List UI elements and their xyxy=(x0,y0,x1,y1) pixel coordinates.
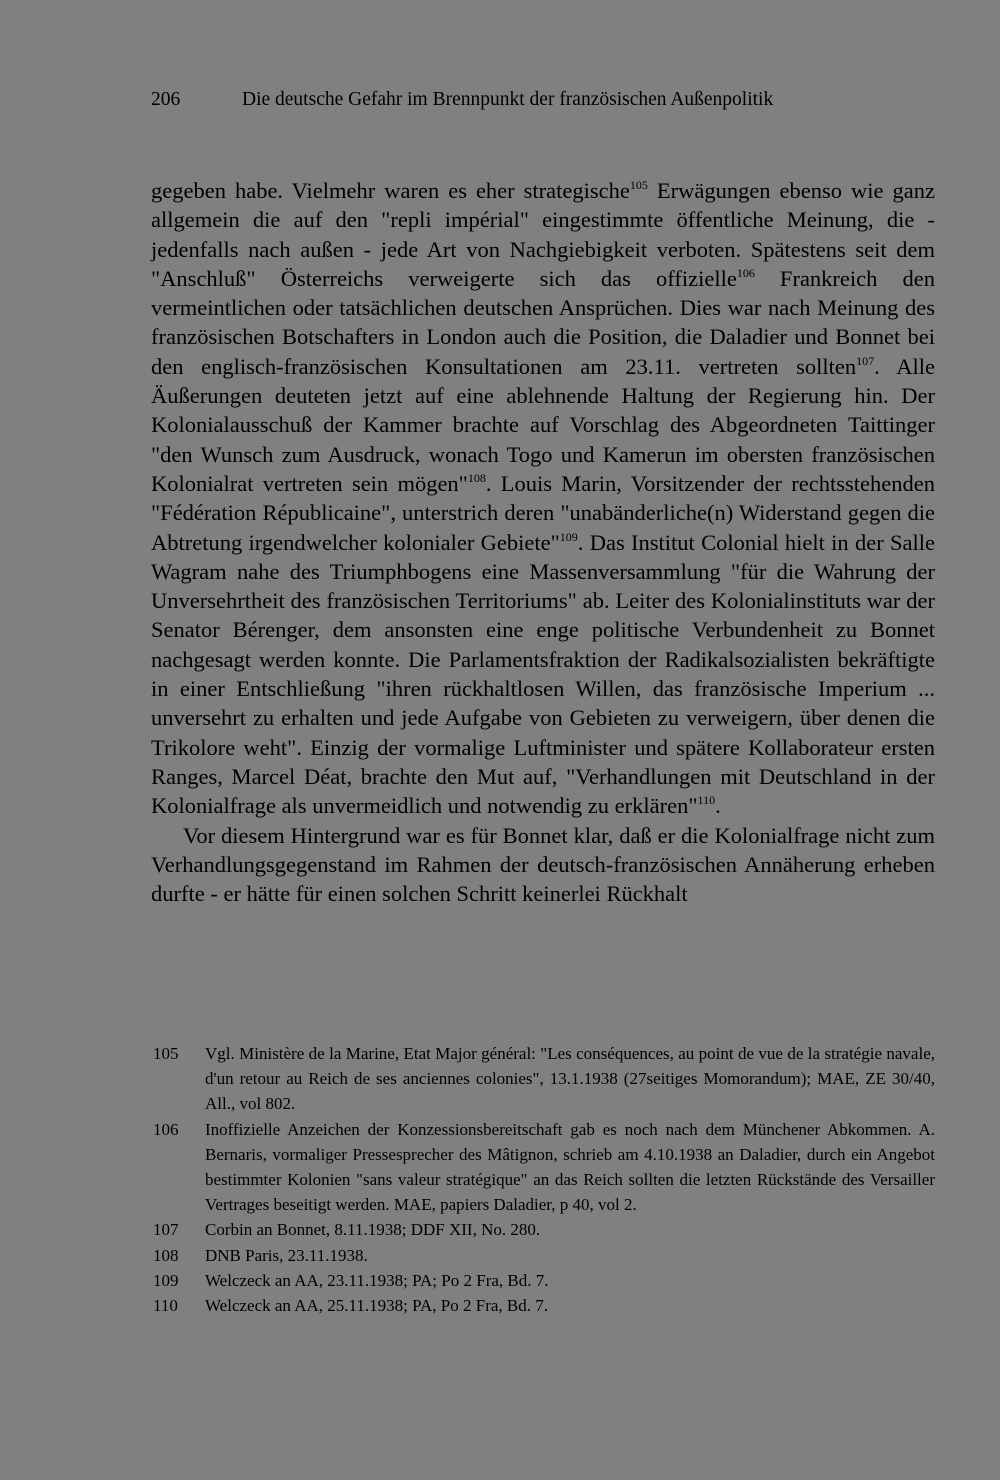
text-segment: Frankreich den vermeintlichen oder tatsächlichen deutschen Ansprüchen. Dies war nach Meinung des französischen Botschafters in London auch die Position, die Daladier und Bonnet bei den englisch-französischen Konsultationen am 23.11. vertreten sollten xyxy=(151,265,935,379)
footnote xyxy=(151,1243,935,1268)
paragraph xyxy=(151,176,935,821)
footnote-reference: 107 xyxy=(856,353,875,368)
footnote-text: Corbin an Bonnet, 8.11.1938; DDF XII, No. 280. xyxy=(205,1220,541,1240)
footnote-reference: 110 xyxy=(697,793,716,808)
footnote-reference: 105 xyxy=(629,178,648,192)
footnote xyxy=(151,1117,935,1218)
text-segment: . Louis Marin, Vorsitzender der rechtsstehenden "Fédération Républicaine", unterstrich deren "unabänderliche(n) Widerstand gegen die Abtretung irgendwelcher kolonialer Gebiete" xyxy=(151,470,935,555)
footnote-number: 106 xyxy=(153,1119,179,1139)
main-text xyxy=(151,176,935,908)
running-title: Die deutsche Gefahr im Brennpunkt der französischen Außenpolitik xyxy=(242,89,774,110)
footnote-number: 109 xyxy=(153,1270,179,1290)
footnote-text: Vgl. Ministère de la Marine, Etat Major général: "Les conséquences, au point de vue de la stratégie navale, d'un retour au Reich de ses anciennes colonies", 13.1.1938 (27seitiges Momorandum); MAE, ZE 30/40, All., vol 802. xyxy=(205,1044,935,1114)
text-segment: . Das Institut Colonial hielt in der Salle Wagram nahe des Triumphbogens eine Massenversammlung "für die Wahrung der Unversehrtheit des französischen Territoriums" ab. Leiter des Kolonialinstituts war der Senator Bérenger, dem ansonsten eine enge politische Verbundenheit zu Bonnet nachgesagt werden konnte. Die Parlamentsfraktion der Radikalsozialisten bekräftigte in einer Entschließung "ihren rückhaltlosen Willen, das französische Imperium ... unversehrt zu erhalten und jede Aufgabe von Gebieten zu verweigern, über denen die Trikolore weht". Einzig der vormalige Luftminister und spätere Kollaborateur ersten Ranges, Marcel Déat, brachte den Mut auf, "Verhandlungen mit Deutschland in der Kolonialfrage als unvermeidlich und notwendig zu erklären" xyxy=(151,529,936,819)
footnote-reference: 106 xyxy=(736,265,755,280)
text-segment: . Alle Äußerungen deuteten jetzt auf eine ablehnende Haltung der Regierung hin. Der Kolonialausschuß der Kammer brachte auf Vorschlag des Abgeordneten Taittinger "den Wunsch zum Ausdruck, wonach Togo und Kamerun im obersten französischen Kolonialrat vertreten sein mögen" xyxy=(151,353,935,496)
footnote xyxy=(151,1293,935,1318)
page-number: 206 xyxy=(151,89,181,110)
footnote-number: 105 xyxy=(153,1044,179,1063)
footnote-text: Inoffizielle Anzeichen der Konzessionsbereitschaft gab es noch nach dem Münchener Abkommen. A. Bernaris, vormaliger Pressesprecher des Mâtignon, schrieb am 4.10.1938 an Daladier, durch ein Angebot bestimmter Kolonien "sans valeur stratégique" an das Reich sollten die letzten Rückstände des Versailler Vertrages beseitigt werden. MAE, papiers Daladier, p 40, vol 2. xyxy=(205,1119,935,1215)
footnote-reference: 109 xyxy=(559,529,578,544)
running-header xyxy=(151,88,911,112)
footnote xyxy=(151,1217,935,1242)
footnote-text: DNB Paris, 23.11.1938. xyxy=(205,1245,368,1265)
footnote xyxy=(151,1268,935,1293)
text-segment: gegeben habe. Vielmehr waren es eher strategische xyxy=(151,178,630,203)
footnote-reference: 108 xyxy=(467,470,486,485)
footnote-number: 107 xyxy=(153,1220,179,1240)
paragraph: Vor diesem Hintergrund war es für Bonnet klar, daß er die Kolonialfrage nicht zum Verhandlungsgegenstand im Rahmen der deutsch-französischen Annäherung erheben durfte - er hätte für einen solchen Schritt keinerlei Rückhalt xyxy=(151,822,935,907)
footnote-number: 108 xyxy=(153,1245,179,1265)
text-segment: . xyxy=(715,793,721,819)
text-segment: Erwägungen ebenso wie ganz allgemein die auf den "repli impérial" eingestimmte öffentliche Meinung, die - jedenfalls nach außen - jede Art von Nachgiebigkeit verboten. Spätestens seit dem "Anschluß" Österreichs verweigerte sich das offizielle xyxy=(151,178,935,291)
footnote-text: Welczeck an AA, 23.11.1938; PA; Po 2 Fra, Bd. 7. xyxy=(205,1270,549,1290)
footnote-text: Welczeck an AA, 25.11.1938; PA, Po 2 Fra, Bd. 7. xyxy=(205,1296,549,1316)
footnote xyxy=(151,1041,935,1117)
footnotes xyxy=(151,1041,935,1318)
footnote-number: 110 xyxy=(153,1296,178,1316)
